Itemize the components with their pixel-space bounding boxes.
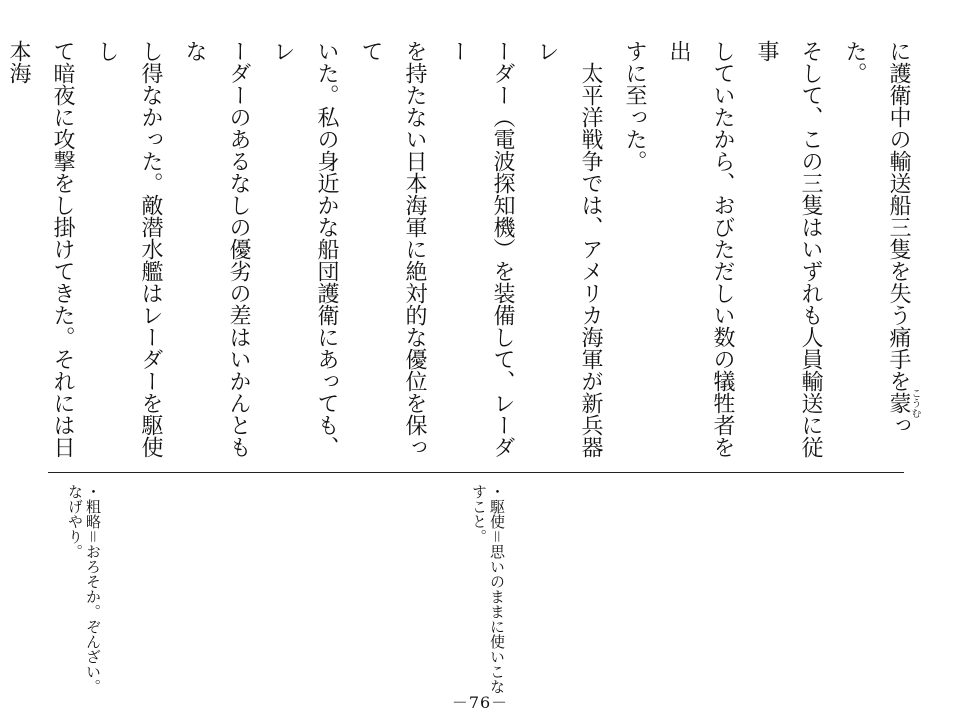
- text-line: そして、この三隻はいずれも人員輸送に従事: [754, 40, 823, 458]
- text-line: すに至った。: [622, 40, 647, 172]
- ruby-reading: こうむ: [909, 388, 920, 418]
- text-line: 太平洋戦争では、アメリカ海軍が新兵器レ: [534, 40, 603, 458]
- text-line: ーダー（電波探知機）を装備して、レーダー: [446, 40, 515, 458]
- body-text: [6, 40, 920, 460]
- text-line: ーダーのあるなしの優劣の差はいかんともな: [182, 40, 251, 458]
- text-line: て暗夜に攻撃をし掛けてきた。それには日本海: [6, 40, 75, 458]
- page-number: －76－: [451, 693, 509, 712]
- footnote-divider: [48, 472, 904, 473]
- footnote-kushi: ・駆使＝思いのままに使いこなすこと。: [470, 484, 506, 695]
- text-line: いた。私の身近かな船団護衛にあっても、レ: [270, 40, 339, 458]
- text-line: していたから、おびただしい数の犠牲者を出: [666, 40, 735, 458]
- text-line: に護衛中の輸送船三隻を失う痛手を蒙こうむった。: [842, 40, 920, 436]
- ruby-word: 蒙こうむ: [886, 388, 920, 418]
- text-line: を持たない日本海軍に絶対的な優位を保って: [358, 40, 427, 458]
- text-line: し得なかった。敵潜水艦はレーダーを駆使し: [94, 40, 163, 458]
- footnote-soryaku: ・粗略＝おろそか。ぞんざい。なげやり。: [66, 484, 102, 695]
